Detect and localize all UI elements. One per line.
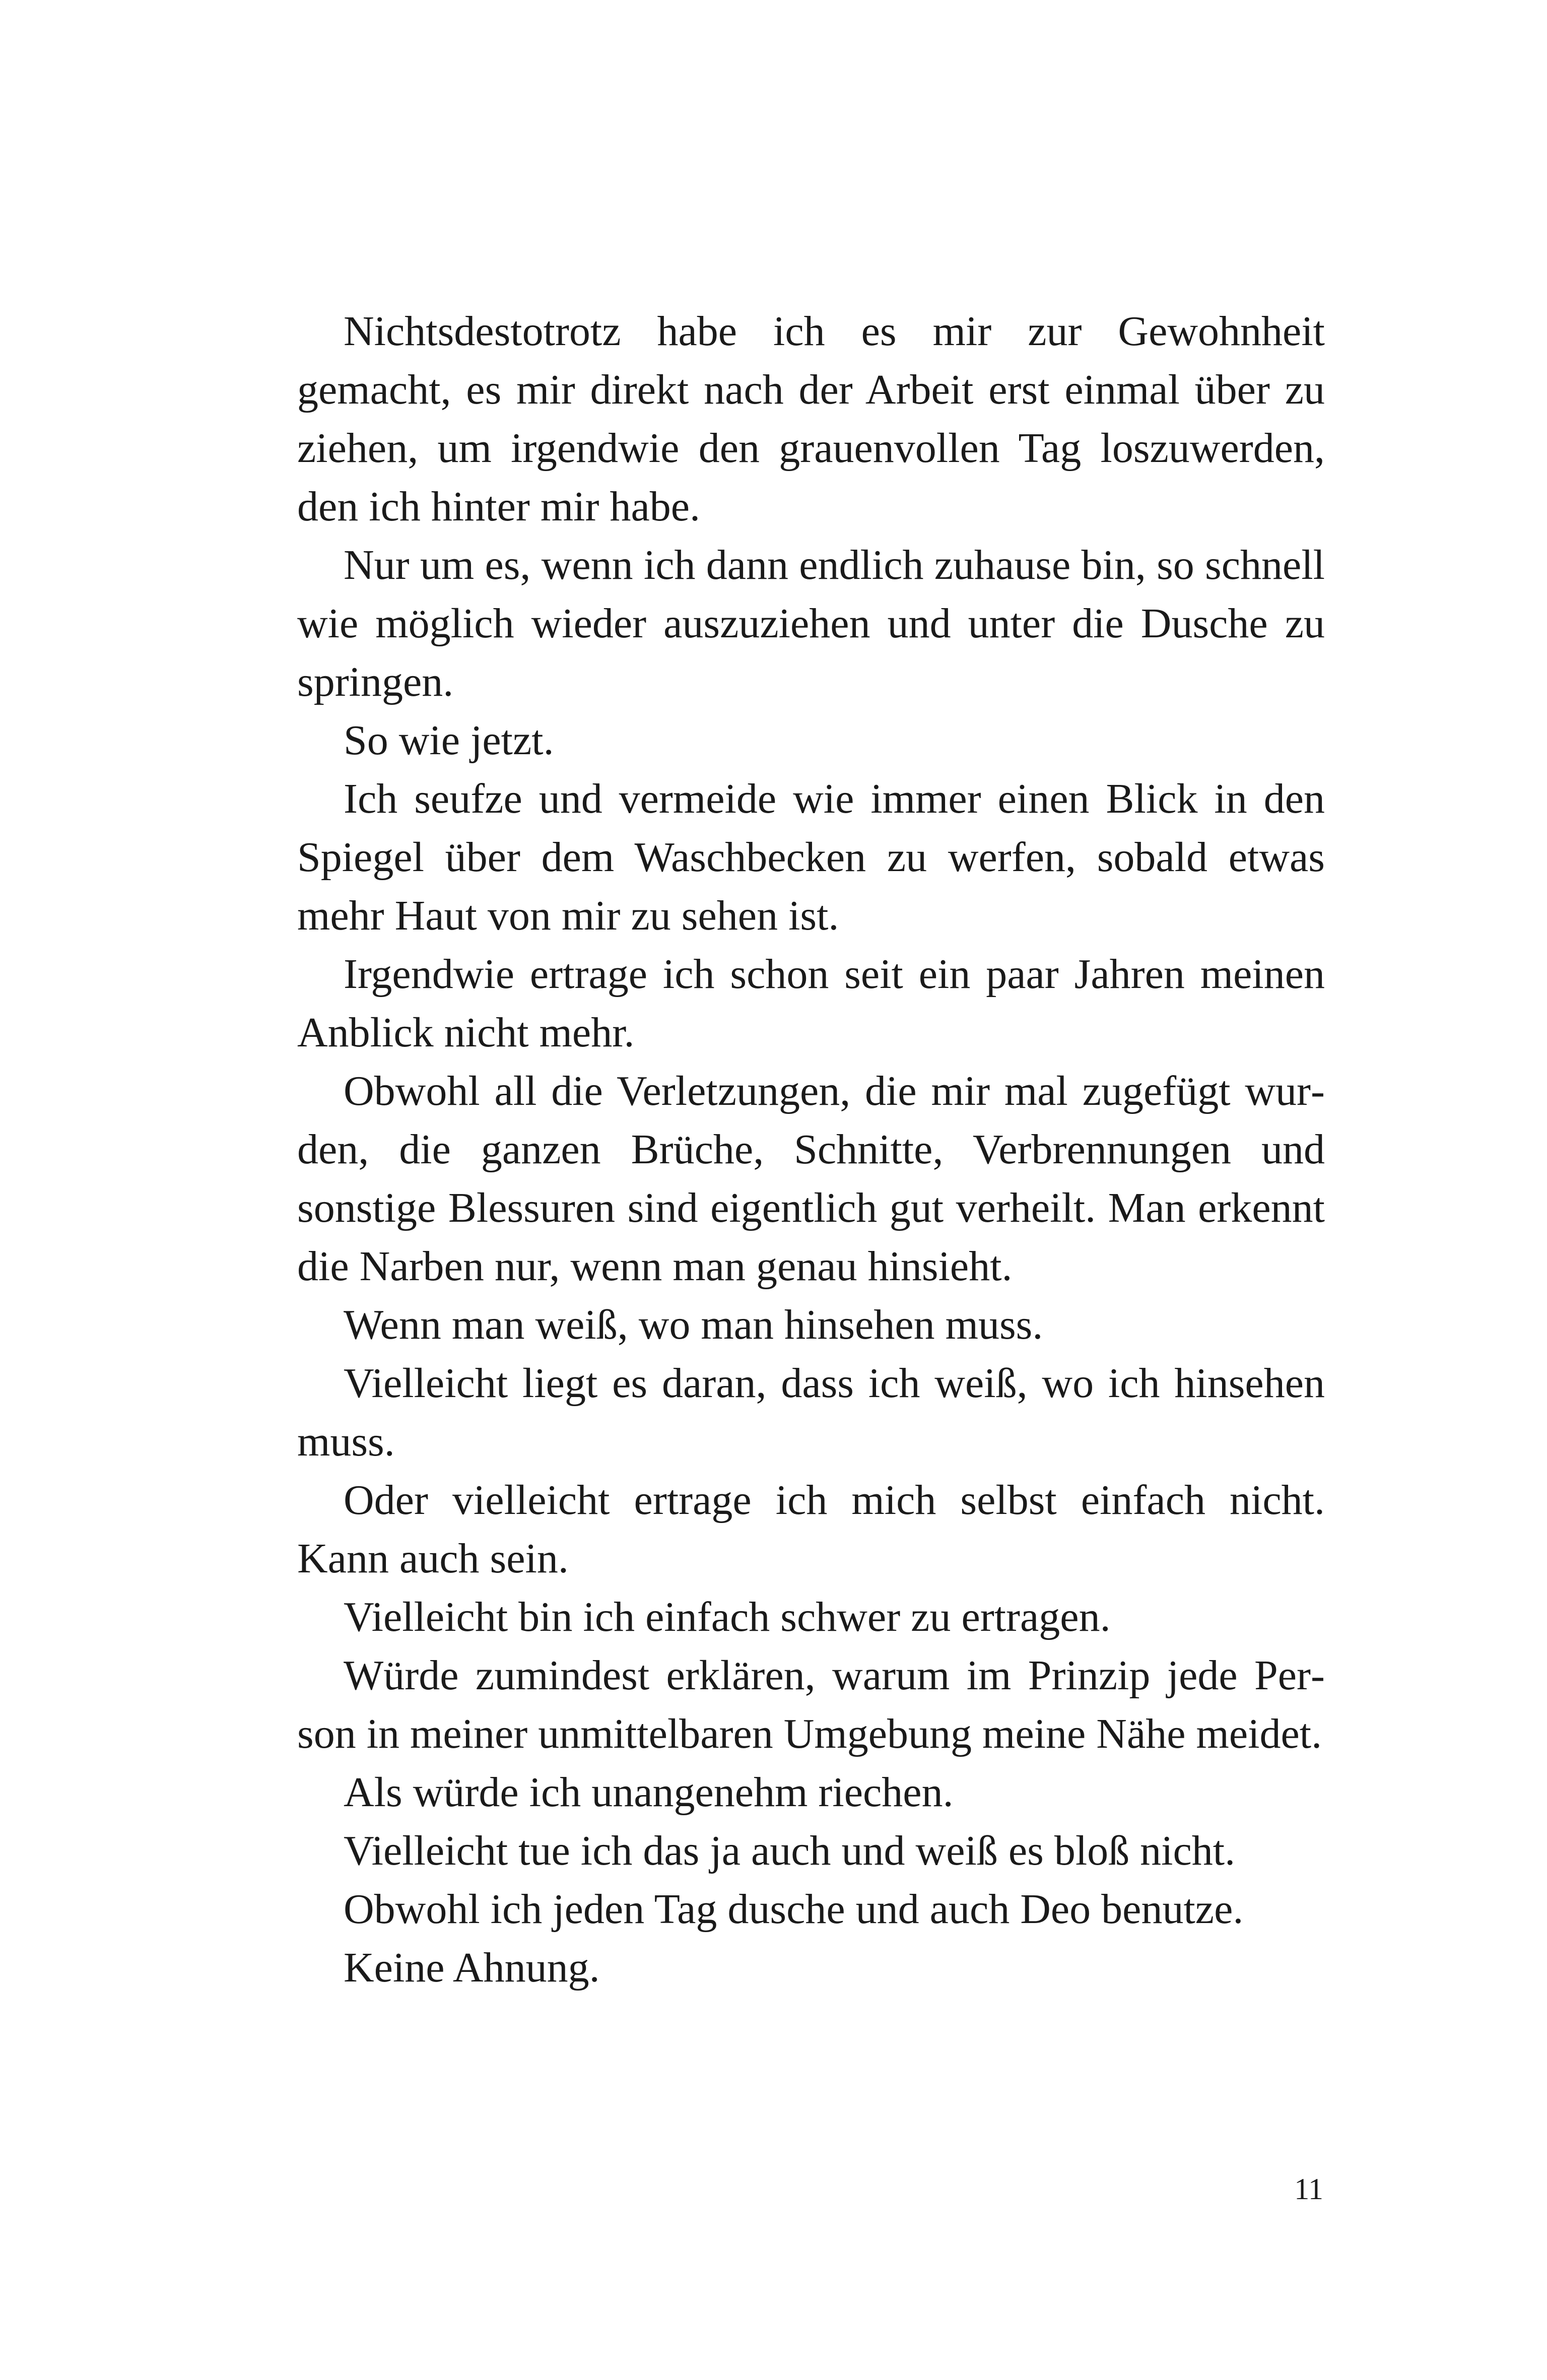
paragraph: Wenn man weiß, wo man hinsehen muss. [344,1301,1043,1348]
paragraph: Nur um es, wenn ich dann endlich zuhause bin, so schnell wie möglich wieder auszuziehen und unter die Dusche zu springen. [297,542,1325,705]
paragraph: Irgendwie ertrage ich schon seit ein paar Jahren meinen Anblick nicht mehr. [297,951,1325,1056]
body-text [297,302,1325,1997]
paragraph: Keine Ahnung. [344,1944,600,1991]
paragraph: Als würde ich unangenehm riechen. [344,1769,954,1816]
paragraph: Oder vielleicht ertrage ich mich selbst einfach nicht. Kann auch sein. [297,1477,1325,1582]
paragraph: Obwohl ich jeden Tag dusche und auch Deo benutze. [344,1886,1244,1933]
paragraph: Vielleicht bin ich einfach schwer zu ertragen. [344,1594,1111,1640]
page-number: 11 [1294,2172,1323,2206]
paragraph: Nichtsdestotrotz habe ich es mir zur Gewohnheit gemacht, es mir direkt nach der Arbeit erst einmal über zu ziehen, um irgendwie den grauenvollen Tag loszuwerden, den ich hinter mir habe. [297,308,1325,530]
paragraph: Würde zumindest erklären, warum im Prinzip jede Person in meiner unmittelbaren Umgebung meine Nähe meidet. [297,1652,1325,1757]
paragraph: Vielleicht liegt es daran, dass ich weiß, wo ich hinsehen muss. [297,1360,1325,1465]
paragraph: Vielleicht tue ich das ja auch und weiß es bloß nicht. [344,1827,1236,1874]
paragraph: Obwohl all die Verletzungen, die mir mal zugefügt wurden, die ganzen Brüche, Schnitte, Verbrennungen und sonstige Blessuren sind eigentlich gut verheilt. Man erkennt die Narben nur, wenn man genau hinsieht. [297,1068,1325,1290]
paragraph: Ich seufze und vermeide wie immer einen Blick in den Spiegel über dem Waschbecken zu werfen, sobald etwas mehr Haut von mir zu sehen ist. [297,775,1325,939]
paragraph: So wie jetzt. [344,717,554,764]
